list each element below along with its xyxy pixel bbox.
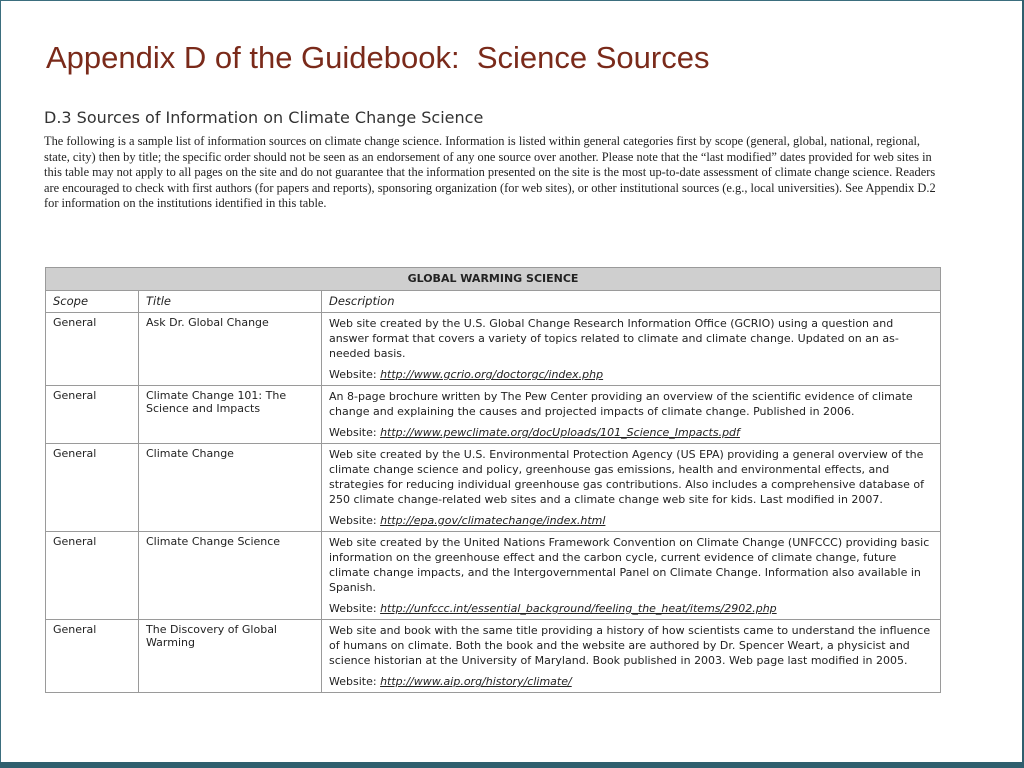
website-label: Website: (329, 675, 377, 688)
column-header-description: Description (322, 291, 941, 313)
row-title: Climate Change Science (139, 532, 322, 620)
column-header-title: Title (139, 291, 322, 313)
website-link[interactable]: http://unfccc.int/essential_background/feeling_the_heat/items/2902.php (380, 602, 777, 615)
row-website (329, 368, 933, 382)
table-row (46, 532, 941, 620)
table-row (46, 444, 941, 532)
row-website (329, 675, 933, 689)
table-row (46, 313, 941, 386)
table-row (46, 620, 941, 693)
row-website (329, 602, 933, 616)
row-scope: General (46, 386, 139, 444)
table-body (46, 313, 941, 693)
website-label: Website: (329, 368, 377, 381)
row-title: Ask Dr. Global Change (139, 313, 322, 386)
row-description-cell (322, 532, 941, 620)
column-header-scope: Scope (46, 291, 139, 313)
website-link[interactable]: http://epa.gov/climatechange/index.html (380, 514, 606, 527)
row-website (329, 514, 933, 528)
row-title: Climate Change (139, 444, 322, 532)
website-label: Website: (329, 426, 377, 439)
row-description-cell (322, 386, 941, 444)
website-link[interactable]: http://www.pewclimate.org/docUploads/101_Science_Impacts.pdf (380, 426, 740, 439)
section-heading: D.3 Sources of Information on Climate Change Science (44, 108, 484, 127)
website-label: Website: (329, 514, 377, 527)
row-description: Web site and book with the same title providing a history of how scientists came to understand the influence of humans on climate. Both the book and the website are authored by Dr. Spencer Weart, a physicist and science historian at the University of Maryland. Book published in 2003. Web page last modified in 2005. (329, 624, 931, 667)
row-title: The Discovery of Global Warming (139, 620, 322, 693)
row-scope: General (46, 444, 139, 532)
row-scope: General (46, 532, 139, 620)
section-intro: The following is a sample list of information sources on climate change science. Information is listed within general categories first by scope (general, global, national, regional, state, city) then by title; the specific order should not be seen as an endorsement of any one source over another. Please note that the “last modified” dates provided for web sites in this table may not apply to all pages on the site and do not guarantee that the information presented on the site is the most up-to-date assessment of climate change science. Readers are encouraged to check with first authors (for papers and reports), sponsoring organization (for web sites), or other institutional sources (e.g., local universities). See Appendix D.2 for information on the institutions identified in this table. (44, 134, 936, 211)
website-label: Website: (329, 602, 377, 615)
row-description: Web site created by the U.S. Global Change Research Information Office (GCRIO) using a question and answer format that covers a variety of topics related to climate and climate change. Updated on an as-needed basis. (329, 317, 899, 360)
row-description: An 8-page brochure written by The Pew Center providing an overview of the scientific evidence of climate change and explaining the causes and projected impacts of climate change. Published in 2006. (329, 390, 913, 418)
sources-table (45, 267, 941, 693)
row-website (329, 426, 933, 440)
row-scope: General (46, 620, 139, 693)
table-row (46, 386, 941, 444)
row-description: Web site created by the United Nations Framework Convention on Climate Change (UNFCCC) providing basic information on the greenhouse effect and the carbon cycle, current evidence of climate change, future climate change impacts, and the Intergovernmental Panel on Climate Change. Information also available in Spanish. (329, 536, 930, 594)
document-excerpt (44, 108, 944, 212)
row-title: Climate Change 101: The Science and Impacts (139, 386, 322, 444)
website-link[interactable]: http://www.gcrio.org/doctorgc/index.php (380, 368, 604, 381)
row-scope: General (46, 313, 139, 386)
row-description-cell (322, 444, 941, 532)
slide-title: Appendix D of the Guidebook: Science Sources (46, 40, 710, 75)
website-link[interactable]: http://www.aip.org/history/climate/ (380, 675, 572, 688)
slide-bottom-accent (0, 762, 1024, 768)
row-description-cell (322, 313, 941, 386)
row-description-cell (322, 620, 941, 693)
row-description: Web site created by the U.S. Environmental Protection Agency (US EPA) providing a general overview of the climate change science and policy, greenhouse gas emissions, health and environmental effects, and strategies for reducing individual greenhouse gas contributions. Also includes a comprehensive database of 250 climate change-related web sites and a climate change web site for kids. Last modified in 2007. (329, 448, 925, 506)
table-banner: GLOBAL WARMING SCIENCE (46, 268, 941, 291)
